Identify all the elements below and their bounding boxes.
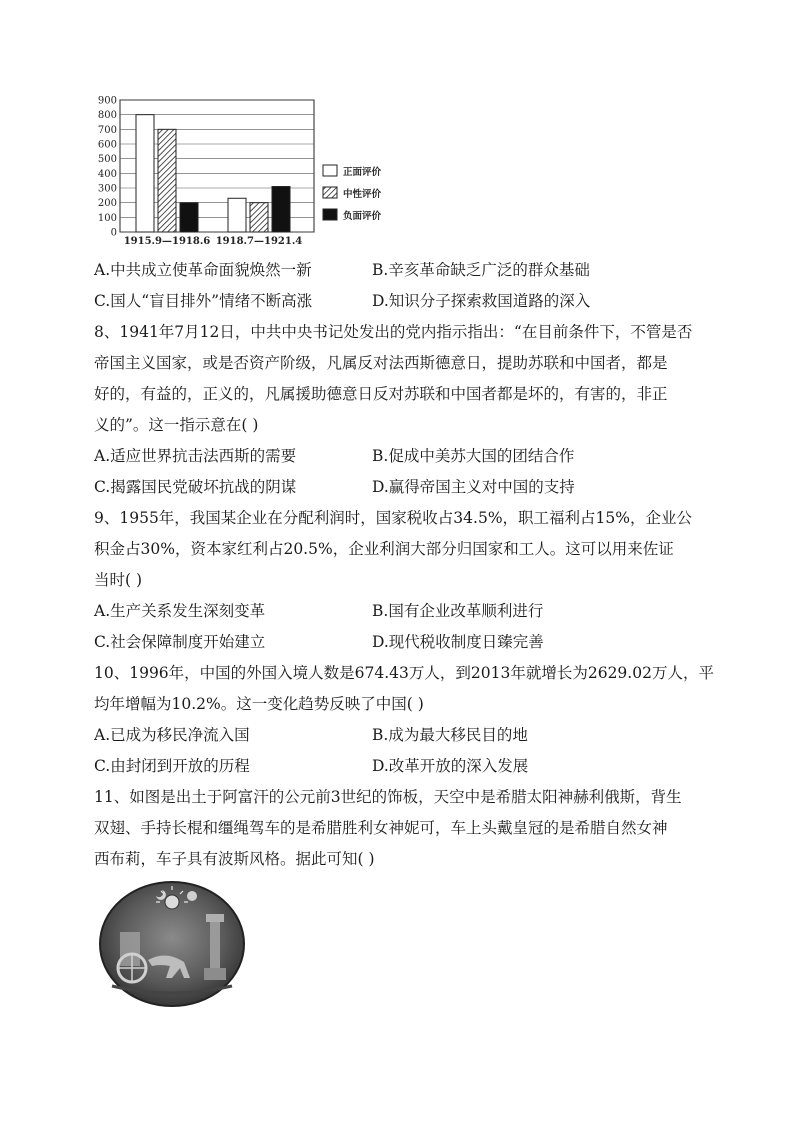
x-tick-label: 1918.7—1921.4	[215, 236, 303, 247]
q10-option-c[interactable]: C.由封闭到开放的历程	[94, 757, 250, 775]
bar-chart	[92, 92, 402, 252]
q9-option-a[interactable]: A.生产关系发生深刻变革	[94, 602, 266, 620]
bar	[228, 198, 246, 232]
y-tick-label: 200	[97, 198, 117, 210]
y-tick-label: 300	[97, 183, 117, 195]
q10-option-a[interactable]: A.已成为移民净流入国	[94, 726, 250, 744]
legend-swatch	[323, 209, 337, 220]
q8-line-3: 好的，有益的，正义的，凡属援助德意日反对苏联和中国者都是坏的，有害的，非正	[94, 385, 668, 403]
bar	[250, 203, 268, 232]
legend-swatch	[323, 165, 337, 176]
y-tick-label: 0	[110, 227, 117, 239]
x-tick-label: 1915.9—1918.6	[123, 236, 211, 247]
q11-line-3: 西布莉，车子具有波斯风格。据此可知( )	[94, 850, 375, 868]
y-tick-label: 500	[97, 154, 117, 166]
legend-label: 正面评价	[343, 167, 382, 178]
q11-line-2: 双翅、手持长棍和缰绳驾车的是希腊胜利女神妮可，车上头戴皇冠的是希腊自然女神	[94, 819, 668, 837]
y-tick-label: 800	[97, 110, 117, 122]
q9-line-2: 积金占30%，资本家红利占20.5%，企业利润大部分归国家和工人。这可以用来佐证	[94, 540, 674, 558]
q9-option-d[interactable]: D.现代税收制度日臻完善	[372, 633, 544, 651]
legend-swatch	[323, 187, 337, 198]
q8-option-d[interactable]: D.赢得帝国主义对中国的支持	[372, 478, 575, 496]
y-tick-label: 700	[97, 124, 117, 136]
plaque-image	[98, 880, 246, 1008]
q11-line-1: 11、如图是出土于阿富汗的公元前3世纪的饰板，天空中是希腊太阳神赫利俄斯，背生	[94, 788, 682, 806]
bar	[272, 187, 290, 232]
q7-option-a[interactable]: A.中共成立使革命面貌焕然一新	[94, 261, 312, 279]
q10-option-b[interactable]: B.成为最大移民目的地	[372, 726, 528, 744]
q10-line-2: 均年增幅为10.2%。这一变化趋势反映了中国( )	[94, 695, 424, 713]
q8-line-2: 帝国主义国家，或是否资产阶级，凡属反对法西斯德意日，提助苏联和中国者，都是	[94, 354, 668, 372]
q8-option-b[interactable]: B.促成中美苏大国的团结合作	[372, 447, 575, 465]
chart-svg	[92, 92, 402, 252]
q8-option-c[interactable]: C.揭露国民党破坏抗战的阴谋	[94, 478, 297, 496]
q7-option-c[interactable]: C.国人“盲目排外”情绪不断高涨	[94, 292, 313, 310]
bar	[180, 203, 198, 232]
y-tick-label: 600	[97, 139, 117, 151]
legend-label: 负面评价	[343, 211, 382, 222]
q10-line-1: 10、1996年，中国的外国入境人数是674.43万人，到2013年就增长为2629.02万人，平	[94, 664, 714, 682]
legend-label: 中性评价	[343, 189, 382, 200]
y-tick-label: 100	[97, 212, 117, 224]
bar	[158, 129, 176, 232]
q7-option-b[interactable]: B.辛亥革命缺乏广泛的群众基础	[372, 261, 590, 279]
bar	[136, 115, 154, 232]
q9-line-1: 9、1955年，我国某企业在分配利润时，国家税收占34.5%，职工福利占15%，企业公	[94, 509, 693, 527]
q8-option-a[interactable]: A.适应世界抗击法西斯的需要	[94, 447, 297, 465]
q7-option-d[interactable]: D.知识分子探索救国道路的深入	[372, 292, 591, 310]
plaque-illustration	[98, 880, 246, 1008]
q8-line-1: 8、1941年7月12日，中共中央书记处发出的党内指示指出：“在目前条件下，不管是否	[94, 323, 693, 341]
q8-line-4: 义的”。这一指示意在( )	[94, 416, 259, 434]
q9-line-3: 当时( )	[94, 571, 143, 589]
q9-option-c[interactable]: C.社会保障制度开始建立	[94, 633, 266, 651]
y-tick-label: 400	[97, 168, 117, 180]
q10-option-d[interactable]: D.改革开放的深入发展	[372, 757, 529, 775]
y-tick-label: 900	[97, 95, 117, 107]
q9-option-b[interactable]: B.国有企业改革顺利进行	[372, 602, 544, 620]
